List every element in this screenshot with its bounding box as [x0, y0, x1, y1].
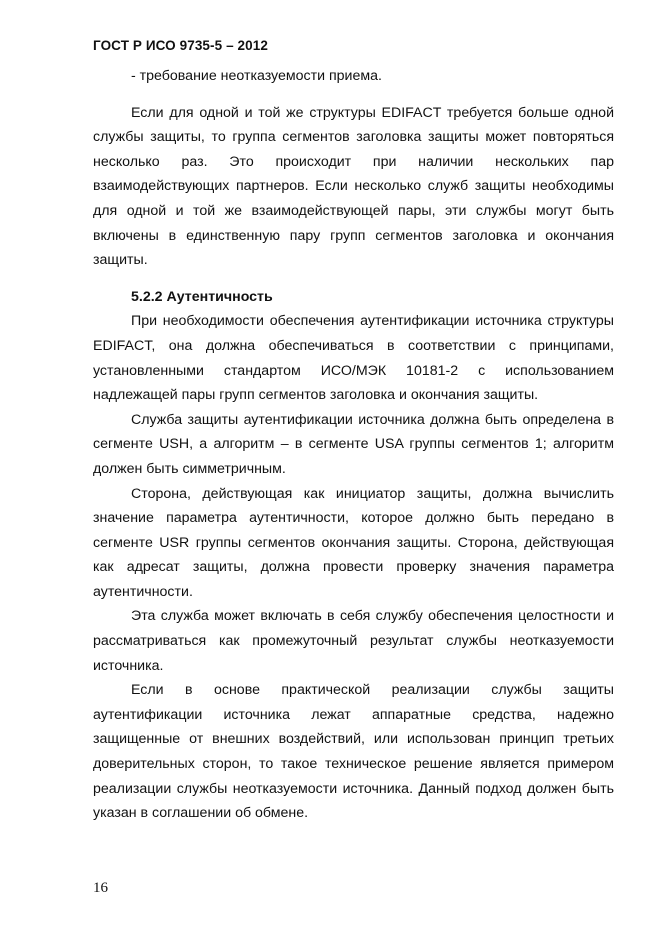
paragraph-service-definition: Служба защиты аутентификации источника должна быть определена в сегменте USH, а алгоритм – в сегменте USA группы сегментов 1; алгоритм должен быть симметричным. [93, 411, 614, 477]
standard-header: ГОСТ Р ИСО 9735-5 – 2012 [93, 38, 268, 53]
paragraph-nonrepudiation-receipt: - требование неотказуемости приема. [131, 68, 382, 84]
page-number: 16 [93, 880, 108, 896]
paragraph-origin-authentication: При необходимости обеспечения аутентификации источника структуры EDIFACT, она должна обеспечиваться в соответствии с принципами, установленными стандартом ИСО/МЭК 10181-2 с использованием надлежащей пары групп сегментов заголовка и окончания защиты. [93, 313, 614, 404]
paragraph-initiator-recipient: Сторона, действующая как инициатор защиты, должна вычислить значение параметра аутентичности, которое должно быть передано в сегменте USR группы сегментов окончания защиты. Сторона, действующая как адресат защиты, должна провести проверку значения параметра аутентичности. [93, 485, 614, 600]
section-heading-authenticity: 5.2.2 Аутентичность [131, 288, 273, 305]
paragraph-hardware-implementation: Если в основе практической реализации службы защиты аутентификации источника лежат аппаратные средства, надежно защищенные от внешних воздействий, или использован принцип третьих доверительных сторон, то такое техническое решение является примером реализации службы неотказуемости источника. Данный подход должен быть указан в соглашении об обмене. [93, 682, 614, 822]
paragraph-integrity: Эта служба может включать в себя службу обеспечения целостности и рассматриваться как промежуточный результат службы неотказуемости источника. [93, 608, 614, 674]
body-text [93, 64, 614, 826]
paragraph-multiple-services: Если для одной и той же структуры EDIFACT требуется больше одной службы защиты, то группа сегментов заголовка защиты может повторяться несколько раз. Это происходит при наличии нескольких пар взаимодействующих партнеров. Если несколько служб защиты необходимы для одной и той же взаимодействующей пары, эти службы могут быть включены в единственную пару групп сегментов заголовка и окончания защиты. [93, 104, 614, 269]
